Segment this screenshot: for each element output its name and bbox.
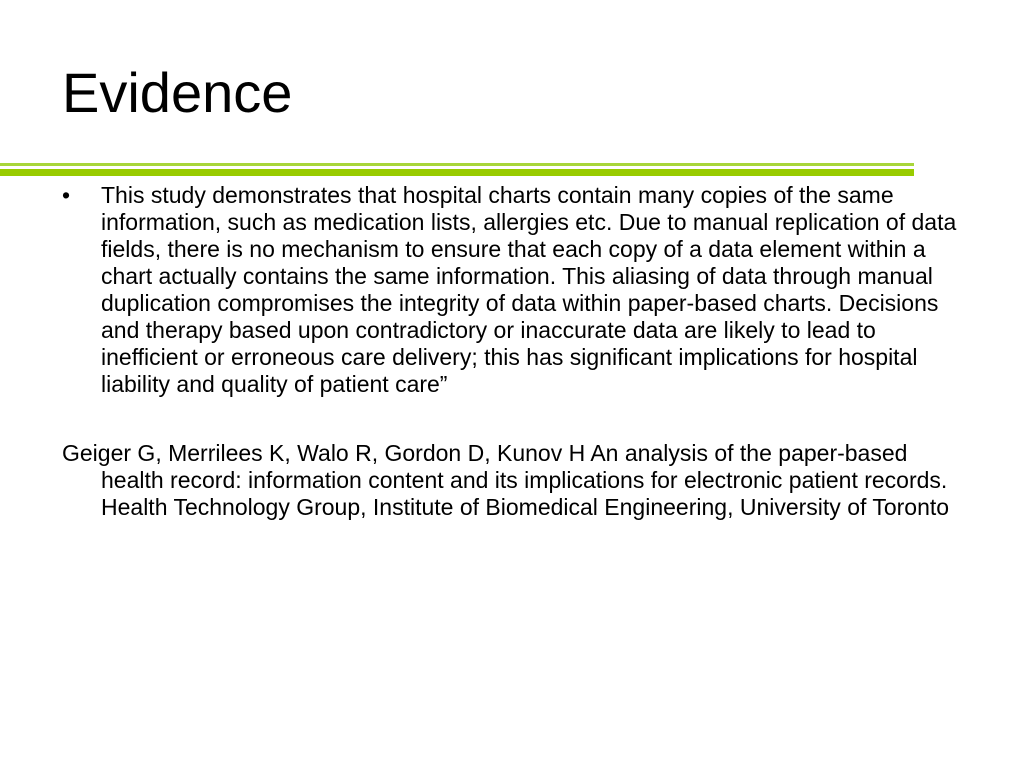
citation: Geiger G, Merrilees K, Walo R, Gordon D, Kunov H An analysis of the paper-based health record: information content and its implications for electronic patient records. Health Technology Group, Institute of Biomedical Engineering, University of Toronto <box>62 440 950 520</box>
divider-line-thin <box>0 163 914 166</box>
title-divider <box>0 160 914 180</box>
bullet-item <box>62 182 962 398</box>
slide-body <box>62 182 962 544</box>
bullet-text: This study demonstrates that hospital charts contain many copies of the same information, such as medication lists, allergies etc. Due to manual replication of data fields, there is no mechanism to ensure that each copy of a data element within a chart actually contains the same information. This aliasing of data through manual duplication compromises the integrity of data within paper-based charts. Decisions and therapy based upon contradictory or inaccurate data are likely to lead to inefficient or erroneous care delivery; this has significant implications for hospital liability and quality of patient care” <box>101 182 957 397</box>
bullet-icon: • <box>62 182 71 208</box>
divider-line-thick <box>0 169 914 176</box>
slide-title: Evidence <box>62 61 293 124</box>
